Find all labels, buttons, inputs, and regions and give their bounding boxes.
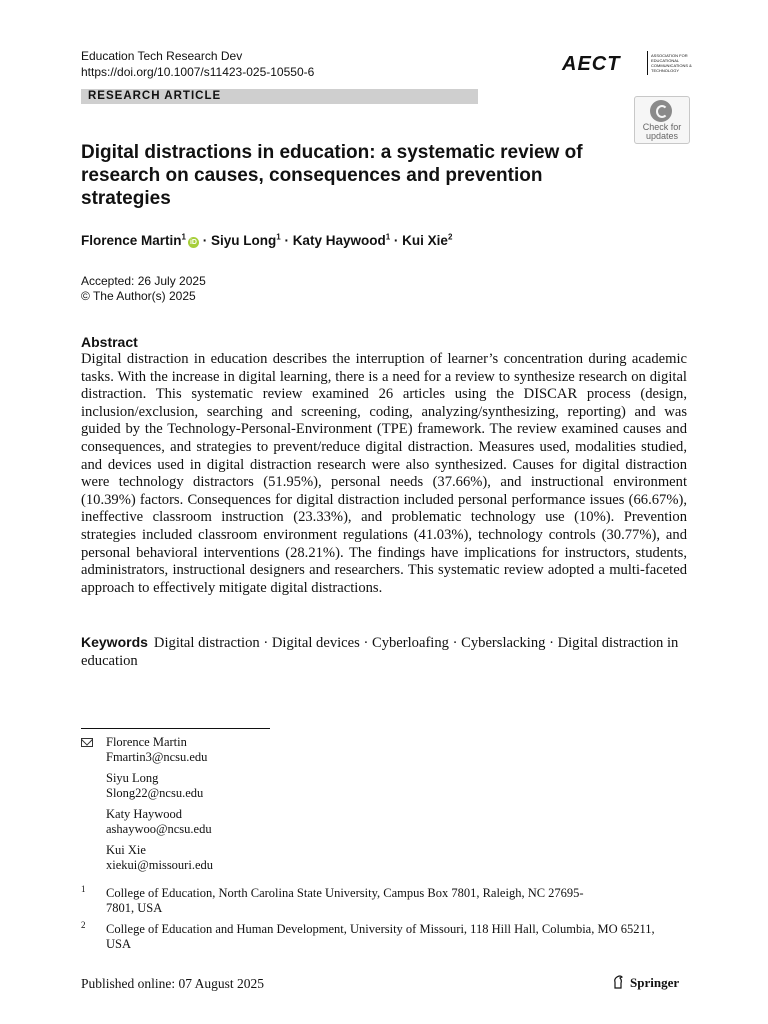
- doi-link[interactable]: https://doi.org/10.1007/s11423-025-10550-6: [81, 65, 315, 79]
- article-type: RESEARCH ARTICLE: [88, 90, 222, 102]
- author-name[interactable]: Kui Xie: [402, 233, 448, 248]
- keywords-list: Digital distraction · Digital devices · Cyberloafing · Cyberslacking · Digital distraction in education: [81, 635, 679, 669]
- affiliation-number: 1: [81, 884, 86, 894]
- author-affiliation-mark: 1: [276, 232, 281, 242]
- contact-entry: [106, 771, 203, 801]
- keywords: [81, 634, 687, 670]
- affiliation-text: College of Education and Human Development, University of Missouri, 118 Hill Hall, Columbia, MO 65211, USA: [106, 922, 655, 951]
- copyright-line: © The Author(s) 2025: [81, 289, 196, 303]
- contact-entry: [106, 843, 213, 873]
- check-updates-icon: [650, 100, 672, 122]
- author-name[interactable]: Florence Martin: [81, 233, 182, 248]
- affiliation-number: 2: [81, 920, 86, 930]
- contact-email[interactable]: Fmartin3@ncsu.edu: [106, 750, 208, 764]
- abstract-heading: Abstract: [81, 334, 138, 350]
- contact-name: Kui Xie: [106, 843, 146, 857]
- envelope-icon: [81, 738, 93, 747]
- check-updates-label: Check for updates: [642, 122, 682, 141]
- contact-name: Siyu Long: [106, 771, 159, 785]
- keywords-label: Keywords: [81, 634, 148, 650]
- affiliation-text: College of Education, North Carolina State University, Campus Box 7801, Raleigh, NC 27695-7801, USA: [106, 886, 584, 915]
- contact-entry: [106, 807, 212, 837]
- aect-logo-subtext: ASSOCIATION FOR EDUCATIONAL COMMUNICATIONS & TECHNOLOGY: [651, 53, 692, 73]
- published-date: Published online: 07 August 2025: [81, 976, 265, 991]
- springer-horse-icon: [612, 975, 624, 989]
- aect-logo-word: AECT: [562, 53, 621, 75]
- contact-name: Katy Haywood: [106, 807, 183, 821]
- journal-header: [81, 48, 314, 80]
- springer-label: Springer: [630, 975, 680, 990]
- article-dates: [81, 274, 206, 304]
- accepted-date: Accepted: 26 July 2025: [81, 274, 206, 288]
- contact-email[interactable]: xiekui@missouri.edu: [106, 858, 213, 872]
- contact-name: Florence Martin: [106, 735, 187, 749]
- contact-entry: [106, 735, 207, 765]
- journal-name: Education Tech Research Dev: [81, 49, 243, 63]
- contact-email[interactable]: ashaywoo@ncsu.edu: [106, 822, 212, 836]
- springer-logo: [612, 975, 679, 991]
- author-name[interactable]: Siyu Long: [210, 233, 277, 248]
- author-affiliation-mark: 2: [447, 232, 453, 242]
- footnote-divider: [81, 728, 270, 729]
- author-list: Florence Martin$^1$iD · Siyu Long$^1$ · Katy Haywood$^1$ · Kui Xie$^2$: [81, 232, 453, 248]
- author-affiliation-mark: 1: [181, 232, 186, 242]
- aect-logo: [562, 51, 692, 77]
- contact-email[interactable]: Slong22@ncsu.edu: [106, 786, 204, 800]
- article-type-bar: [81, 89, 478, 104]
- check-for-updates-badge[interactable]: [634, 96, 690, 144]
- author-affiliation-mark: 1: [385, 232, 391, 242]
- author-name[interactable]: Katy Haywood: [292, 233, 386, 248]
- abstract-text: Digital distraction in education describes the interruption of learner’s concentration during academic tasks. With the increase in digital learning, there is a need for a review to synthesize research on digital distraction. This systematic review examined 26 articles using the DISCAR process (design, inclusion/exclusion, searching and screening, coding, analyzing/synthesizing, reporting) and was guided by the Technology-Personal-Environment (TPE) framework. The review examined causes and consequences, and strategies to prevent/reduce digital distraction. Measures used, modalities studied, and devices used in digital distraction research were also synthesized. Causes for digital distraction were technology distractors (51.95%), personal needs (37.66%), and instructional environment (10.39%) factors. Consequences for digital distraction included personal performance issues (66.67%), ineffective classroom instruction (23.33%), and problematic technology use (10%). Prevention strategies included classroom environment regulations (41.03%), technology controls (30.77%), and personal behavioral interventions (28.21%). The findings have implications for instructors, students, administrators, instructional designers and researchers. This systematic review adopted a multi-faceted approach to effectively mitigate digital distractions.: [81, 351, 687, 596]
- orcid-icon[interactable]: iD: [189, 239, 197, 246]
- article-title: Digital distractions in education: a systematic review of research on causes, consequences and prevention strategies: [81, 142, 583, 209]
